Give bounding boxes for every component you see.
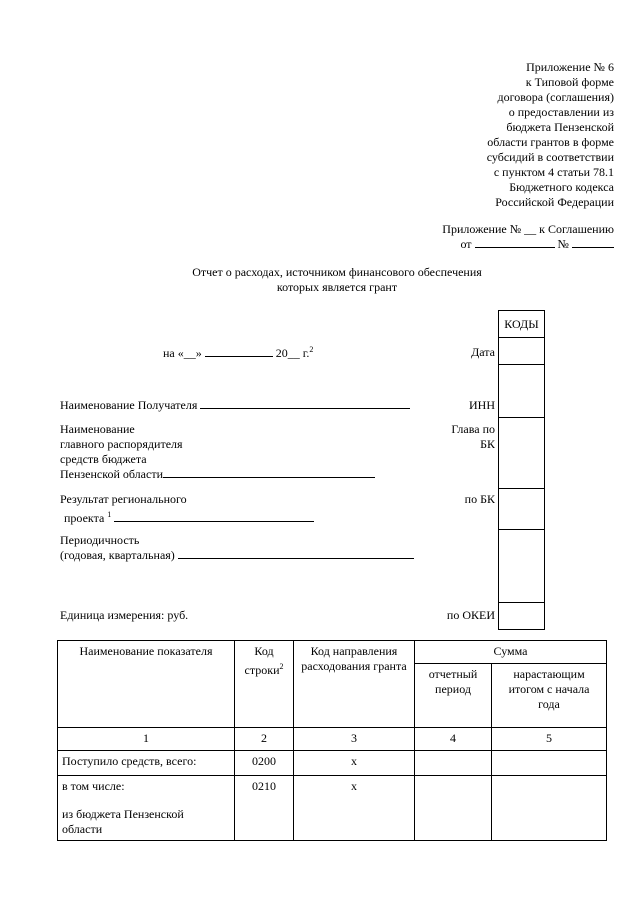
header-cumulative-line: итогом с начала [508,682,590,696]
agreement-reference [442,222,614,252]
code-cell-period[interactable] [499,530,545,603]
appendix-line: к Типовой форме [525,75,614,89]
appendix-line: о предоставлении из [508,105,614,119]
row-name [58,776,235,841]
row-period-value[interactable] [415,751,492,776]
code-cell-bk[interactable] [499,489,545,530]
header-indicator: Наименование показателя [58,641,235,728]
row-name-line: из бюджета Пензенской [62,807,184,821]
header-code [235,641,294,728]
appendix-line: договора (соглашения) [497,90,614,104]
bk-code-label: по БК [464,492,495,506]
header-cumulative-line: нарастающим [513,667,585,681]
month-blank[interactable] [205,356,273,357]
title-line: которых является грант [276,280,398,294]
footnote-mark: 1 [107,510,112,519]
row-cumulative-value[interactable] [492,751,607,776]
result-blank[interactable] [114,521,314,522]
report-table [57,640,607,841]
manager-line: Наименование [60,422,135,436]
manager-line: средств бюджета [60,452,147,466]
date-code-label: Дата [471,345,495,359]
recipient-blank[interactable] [200,408,410,409]
column-number: 3 [294,728,415,751]
header-cumulative [492,664,607,728]
code-cell-inn[interactable] [499,365,545,418]
periodicity-line: (годовая, квартальная) [60,548,175,562]
header-sum: Сумма [415,641,607,664]
periodicity-blank[interactable] [178,558,414,559]
column-number: 2 [235,728,294,751]
row-direction: х [294,751,415,776]
periodicity-field [60,533,414,563]
header-code-line: строки [244,663,280,677]
agreement-line: Приложение № __ к Соглашению [442,222,614,236]
appendix-line: Бюджетного кодекса [509,180,614,194]
inn-code-label: ИНН [469,398,495,412]
unit-label: Единица измерения: руб. [60,608,189,622]
appendix-line: бюджета Пензенской [506,120,614,134]
report-title [0,265,640,295]
glava-code-label [451,422,495,452]
agreement-from-line [442,237,614,252]
row-code: 0210 [235,776,294,841]
appendix-line: Приложение № 6 [526,60,614,74]
manager-line: Пензенской области [60,467,163,481]
glava-line: Глава по [451,422,495,436]
row-name-line: в том числе: [62,779,125,793]
row-code: 0200 [235,751,294,776]
appendix-header [487,60,614,210]
table-row [58,751,607,776]
result-line: Результат регионального [60,492,187,506]
header-period [415,664,492,728]
row-period-value[interactable] [415,776,492,841]
number-label: № [557,237,569,251]
appendix-line: с пунктом 4 статьи 78.1 [493,165,614,179]
manager-field [60,422,375,482]
codes-header: КОДЫ [499,311,545,338]
report-date-line [163,345,313,361]
column-number: 1 [58,728,235,751]
header-period-line: период [435,682,471,696]
header-direction-line: Код направления [310,644,398,658]
manager-line: главного распорядителя [60,437,183,451]
code-cell-okei[interactable] [499,603,545,630]
row-name: Поступило средств, всего: [58,751,235,776]
table-row [58,776,607,841]
result-field [60,492,314,526]
header-direction [294,641,415,728]
date-prefix: на «__» [163,346,202,360]
codes-table [498,310,545,630]
date-year: 20__ г. [275,346,310,360]
recipient-field [60,398,410,413]
number-blank[interactable] [572,247,614,248]
appendix-line: Российской Федерации [495,195,614,209]
title-line: Отчет о расходах, источником финансового обеспечения [192,265,482,279]
row-cumulative-value[interactable] [492,776,607,841]
footnote-mark: 2 [279,662,284,671]
header-code-line: Код [254,644,274,658]
glava-line: БК [480,437,495,451]
code-cell-date[interactable] [499,338,545,365]
appendix-line: субсидий в соответствии [486,150,614,164]
row-name-line: области [62,822,103,836]
from-label: от [460,237,472,251]
row-direction: х [294,776,415,841]
appendix-line: области грантов в форме [487,135,614,149]
okei-code-label: по ОКЕИ [446,608,495,622]
code-cell-glava[interactable] [499,418,545,489]
result-line: проекта [64,511,105,525]
column-number: 5 [492,728,607,751]
recipient-label: Наименование Получателя [60,398,198,412]
header-direction-line: расходования гранта [301,659,407,673]
column-number: 4 [415,728,492,751]
periodicity-line: Периодичность [60,533,140,547]
header-cumulative-line: года [538,697,560,711]
header-period-line: отчетный [428,667,478,681]
manager-blank[interactable] [163,477,375,478]
footnote-mark: 2 [309,345,314,354]
date-blank[interactable] [475,247,555,248]
